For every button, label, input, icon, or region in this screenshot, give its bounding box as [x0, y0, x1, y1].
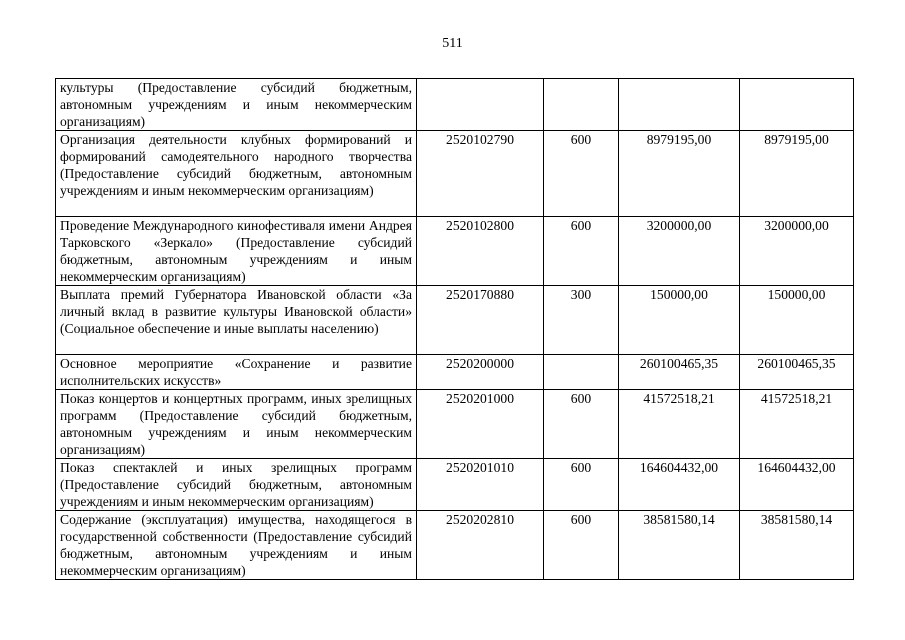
- row-amount-2: 41572518,21: [740, 390, 854, 459]
- row-code: 2520201010: [417, 459, 544, 511]
- row-name: Выплата премий Губернатора Ивановской области «За личный вклад в развитие культуры Ивановской области» (Социальное обеспечение и иные выплаты населению): [56, 286, 417, 355]
- budget-table: [55, 78, 854, 580]
- row-name: Показ концертов и концертных программ, иных зрелищных программ (Предоставление субсидий бюджетным, автономным учреждениям и иным некоммерческим организациям): [56, 390, 417, 459]
- table-row: [56, 217, 854, 286]
- row-code: [417, 79, 544, 131]
- page-number: 511: [442, 36, 463, 51]
- row-name: Основное мероприятие «Сохранение и развитие исполнительских искусств»: [56, 355, 417, 390]
- table-row: [56, 286, 854, 355]
- row-amount-1: 3200000,00: [619, 217, 740, 286]
- row-expense-type: 600: [544, 511, 619, 580]
- row-amount-2: [740, 79, 854, 131]
- table-row: [56, 459, 854, 511]
- row-code: 2520201000: [417, 390, 544, 459]
- row-expense-type: [544, 79, 619, 131]
- table-row: [56, 355, 854, 390]
- row-amount-2: 164604432,00: [740, 459, 854, 511]
- row-expense-type: 600: [544, 459, 619, 511]
- row-amount-1: 8979195,00: [619, 131, 740, 217]
- row-amount-1: 38581580,14: [619, 511, 740, 580]
- row-amount-1: 260100465,35: [619, 355, 740, 390]
- row-code: 2520102800: [417, 217, 544, 286]
- row-amount-2: 38581580,14: [740, 511, 854, 580]
- row-amount-2: 150000,00: [740, 286, 854, 355]
- table-row: [56, 131, 854, 217]
- row-name: Содержание (эксплуатация) имущества, находящегося в государственной собственности (Предоставление субсидий бюджетным, автономным учреждениям и иным некоммерческим организациям): [56, 511, 417, 580]
- row-name: Показ спектаклей и иных зрелищных программ (Предоставление субсидий бюджетным, автономным учреждениям и иным некоммерческим организациям): [56, 459, 417, 511]
- row-code: 2520200000: [417, 355, 544, 390]
- row-amount-2: 260100465,35: [740, 355, 854, 390]
- row-amount-1: 164604432,00: [619, 459, 740, 511]
- row-code: 2520202810: [417, 511, 544, 580]
- row-name: Организация деятельности клубных формирований и формирований самодеятельного народного творчества (Предоставление субсидий бюджетным, автономным учреждениям и иным некоммерческим организациям): [56, 131, 417, 217]
- row-expense-type: 300: [544, 286, 619, 355]
- table-row: [56, 79, 854, 131]
- row-amount-2: 3200000,00: [740, 217, 854, 286]
- row-code: 2520170880: [417, 286, 544, 355]
- row-expense-type: 600: [544, 217, 619, 286]
- table-row: [56, 511, 854, 580]
- table-row: [56, 390, 854, 459]
- row-name: Проведение Международного кинофестиваля имени Андрея Тарковского «Зеркало» (Предоставление субсидий бюджетным, автономным учреждениям и иным некоммерческим организациям): [56, 217, 417, 286]
- row-expense-type: 600: [544, 131, 619, 217]
- row-code: 2520102790: [417, 131, 544, 217]
- row-amount-1: [619, 79, 740, 131]
- row-amount-2: 8979195,00: [740, 131, 854, 217]
- row-name: культуры (Предоставление субсидий бюджетным, автономным учреждениям и иным некоммерческим организациям): [56, 79, 417, 131]
- row-amount-1: 41572518,21: [619, 390, 740, 459]
- row-expense-type: [544, 355, 619, 390]
- row-expense-type: 600: [544, 390, 619, 459]
- row-amount-1: 150000,00: [619, 286, 740, 355]
